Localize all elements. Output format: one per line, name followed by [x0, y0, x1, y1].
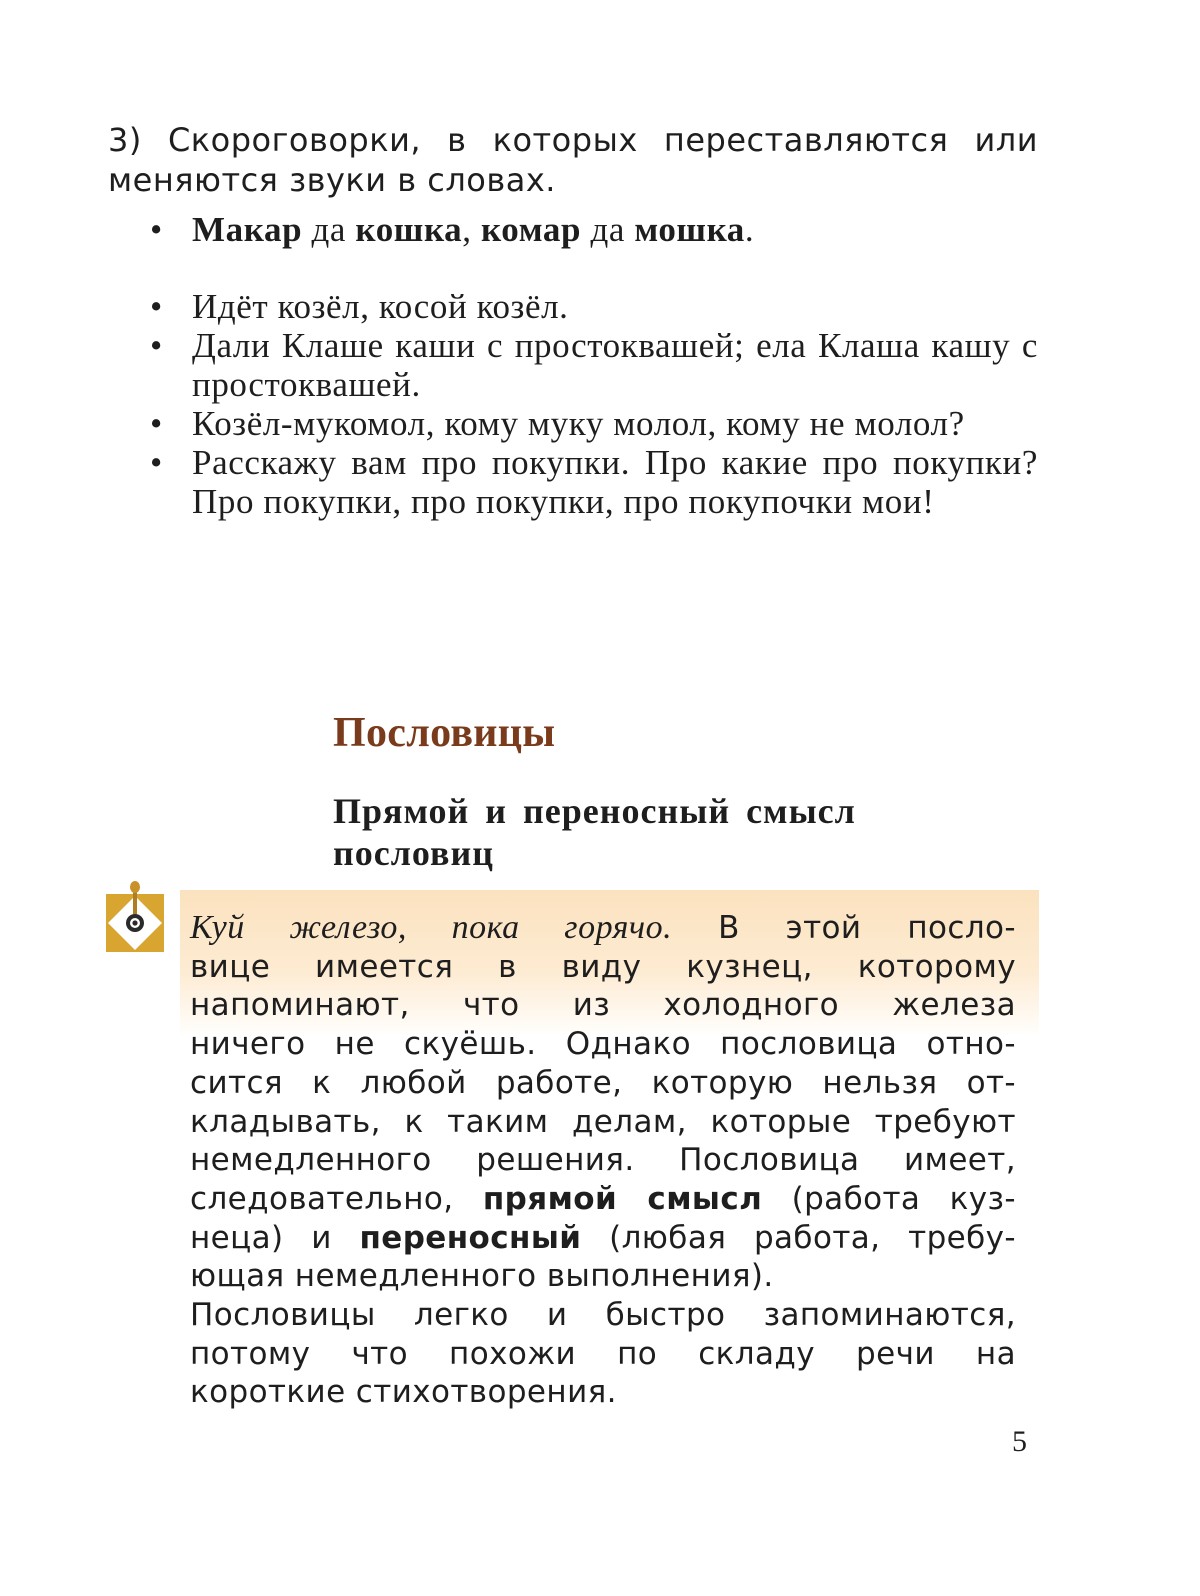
plain-text: (любая работа, требу- — [581, 1219, 1016, 1256]
page-number: 5 — [1012, 1425, 1027, 1458]
text-line: вице имеется в виду кузнец, которому — [190, 948, 1016, 985]
list-item-text: Козёл-мукомол, кому муку молол, кому не молол? — [192, 404, 965, 443]
plain-text: . — [744, 210, 755, 249]
bullet-icon: • — [150, 443, 163, 482]
section-intro: 3) Скороговорки, в которых переставляются или меняются звуки в словах. — [108, 121, 1038, 199]
emphasis-word: Макар — [192, 210, 303, 249]
plain-text: (работа куз- — [762, 1180, 1016, 1217]
subsection-title: Прямой и переносный смысл пословиц — [333, 791, 856, 873]
list-item — [150, 443, 1038, 521]
bullet-icon: • — [150, 404, 163, 443]
bullet-icon: • — [150, 326, 163, 365]
proverb-marker-icon — [104, 880, 166, 954]
section-title: Пословицы — [333, 710, 556, 756]
text-line: кладывать, к таким делам, которые требуют — [190, 1103, 1016, 1140]
bullet-icon: • — [150, 287, 163, 326]
emphasis-word: мошка — [634, 210, 745, 249]
list-item — [150, 287, 1038, 326]
text-line — [190, 909, 1016, 948]
emphasis-word: комар — [480, 210, 582, 249]
text-line: ничего не скуёшь. Однако пословица отно- — [190, 1026, 1016, 1063]
plain-text: , — [462, 210, 481, 249]
text-line — [190, 1180, 1016, 1219]
list-item — [150, 404, 1038, 443]
text-line — [190, 1219, 1016, 1258]
plain-text: следовательно, — [190, 1180, 483, 1217]
plain-text: да — [302, 210, 356, 249]
list-item-text: Дали Клаше каши с простоквашей; ела Клаша кашу с простоквашей. — [192, 326, 1038, 404]
term-figurative-meaning: переносный — [359, 1219, 582, 1256]
text-line: потому что похожи по складу речи на — [190, 1335, 1016, 1372]
plain-text: В этой посло- — [672, 910, 1016, 946]
text-line: сится к любой работе, которую нельзя от- — [190, 1064, 1016, 1101]
plain-text: неца) и — [190, 1219, 360, 1256]
emphasis-word: кошка — [355, 210, 463, 249]
text-line: короткие стихотворения. — [190, 1374, 617, 1411]
list-item — [150, 326, 1038, 404]
term-direct-meaning: прямой смысл — [482, 1180, 763, 1217]
list-item-text: Расскажу вам про покупки. Про какие про покупки? Про покупки, про покупки, про покупочки мои! — [192, 443, 1038, 521]
plain-text: да — [581, 210, 635, 249]
text-line: немедленного решения. Пословица имеет, — [190, 1142, 1016, 1179]
text-line: напоминают, что из холодного железа — [190, 987, 1016, 1024]
list-item-text: Идёт козёл, косой козёл. — [192, 287, 569, 326]
proverb-quote: Куй железо, пока горячо. — [190, 909, 673, 946]
bullet-icon: • — [150, 210, 163, 249]
text-line: ющая немедленного выполнения). — [190, 1258, 774, 1295]
text-line: Пословицы легко и быстро запоминаются, — [190, 1297, 1016, 1334]
list-item — [150, 210, 1038, 249]
tongue-twister-list — [150, 210, 1038, 521]
list-item-text — [192, 210, 754, 249]
proverb-explanation — [190, 909, 1016, 1412]
